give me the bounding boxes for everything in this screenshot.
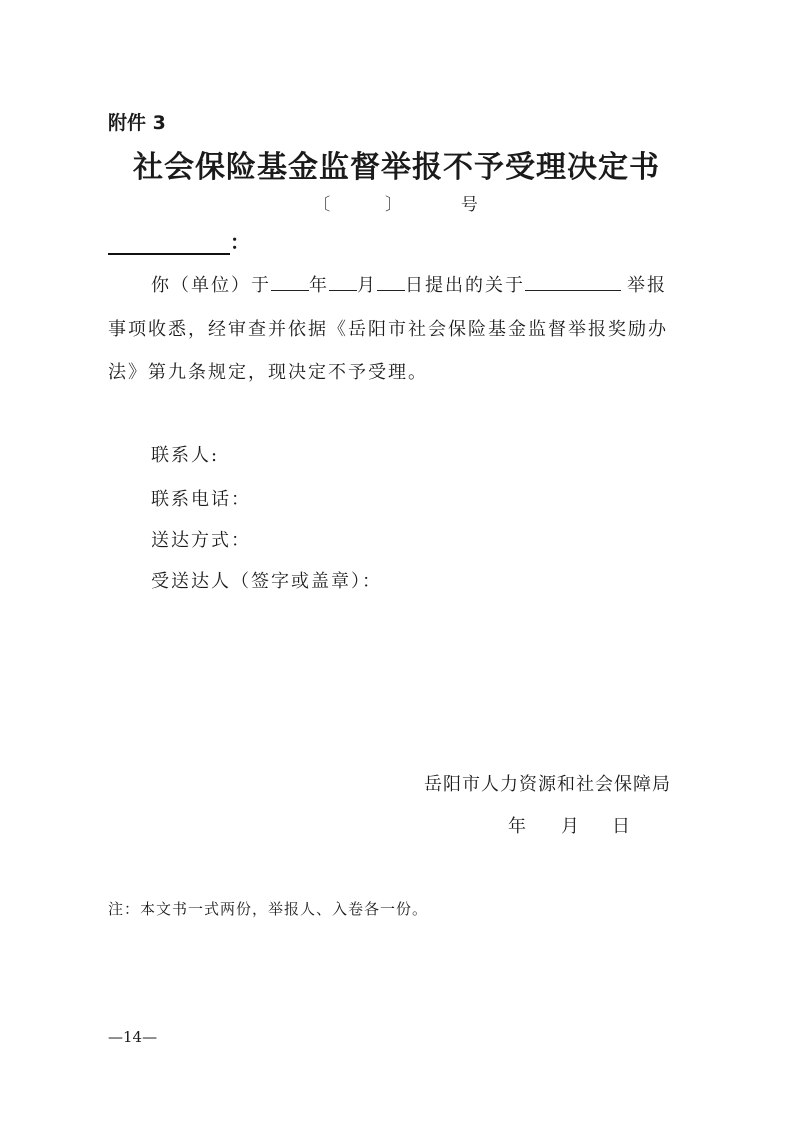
doc-number-close-bracket: 〕 (385, 195, 404, 215)
recipient-signature-label: 受送达人（签字或盖章）： (151, 571, 382, 592)
body-line-2: 事项收悉，经审查并依据《岳阳市社会保险基金监督举报奖励办 (108, 319, 668, 340)
body-line-3: 法》第九条规定，现决定不予受理。 (108, 362, 428, 383)
delivery-method-label: 送达方式： (151, 530, 251, 551)
signature-year: 年 (508, 816, 527, 837)
addressee-line (108, 226, 250, 255)
year-blank (271, 272, 309, 291)
doc-number-open-bracket: 〔 (313, 195, 333, 215)
body-day-suffix: 日提出的关于 (405, 275, 525, 296)
body-prefix: 你（单位）于 (151, 275, 271, 296)
body-year: 年 (309, 275, 329, 296)
contact-phone-label: 联系电话： (151, 489, 251, 510)
addressee-colon: ： (230, 230, 250, 254)
month-blank (329, 272, 357, 291)
day-blank (377, 272, 405, 291)
doc-number-suffix: 号 (460, 195, 480, 215)
document-title: 社会保险基金监督举报不予受理决定书 (133, 150, 660, 185)
body-line-1 (151, 271, 667, 297)
addressee-blank (108, 231, 230, 255)
report-topic-blank (525, 272, 621, 291)
page-number: —14— (108, 1028, 158, 1046)
signature-month: 月 (561, 816, 580, 837)
contact-person-label: 联系人: (151, 445, 220, 466)
body-month: 月 (357, 275, 377, 296)
issuing-organization: 岳阳市人力资源和社会保障局 (424, 774, 671, 795)
attachment-label: 附件 3 (108, 112, 166, 134)
document-number (0, 190, 793, 215)
signature-day: 日 (612, 816, 631, 837)
footnote: 注：本文书一式两份，举报人、入卷各一份。 (108, 900, 429, 918)
body-report: 举报 (627, 275, 667, 296)
